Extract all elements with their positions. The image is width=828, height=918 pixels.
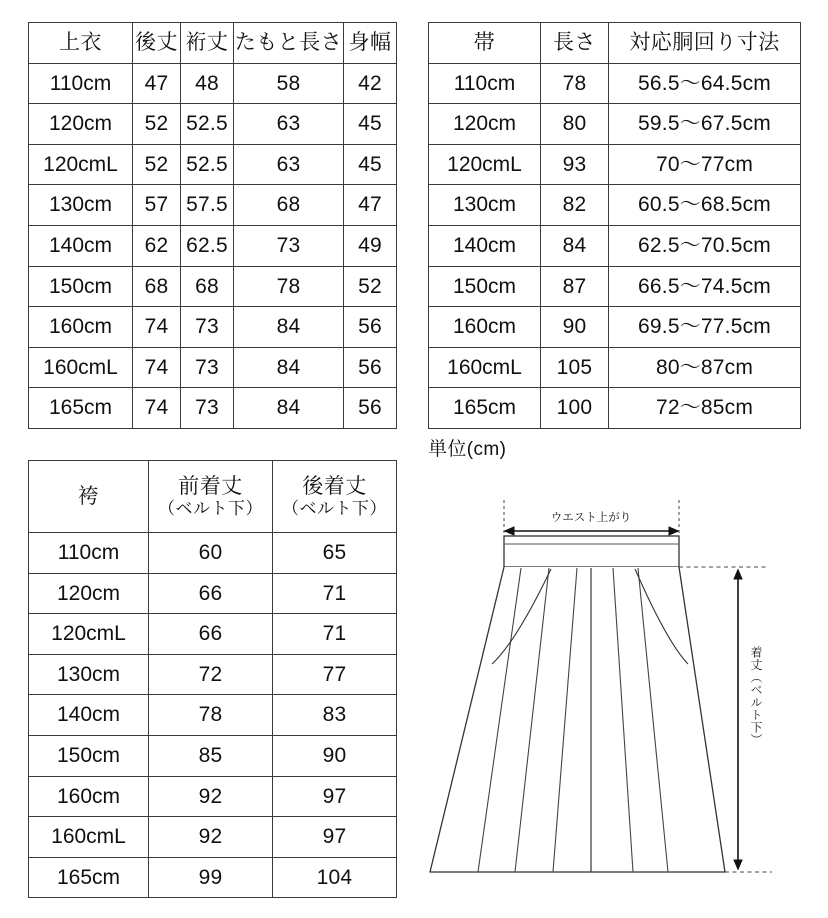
hakama-size-cell: 160cm (29, 776, 149, 817)
table-cell: 97 (273, 776, 397, 817)
table-cell: 63 (234, 104, 344, 145)
table-cell: 85 (149, 735, 273, 776)
table-row (29, 654, 397, 695)
table-cell: 70〜77cm (609, 144, 801, 185)
column-header-obi-size: 帯 (429, 23, 541, 64)
table-row (429, 388, 801, 429)
table-cell: 63 (234, 144, 344, 185)
hakama-body-outline (430, 567, 725, 872)
table-row (29, 614, 397, 655)
table-cell: 59.5〜67.5cm (609, 104, 801, 145)
column-header-back-length-line1: 後着丈 (302, 474, 367, 498)
table-cell: 78 (541, 63, 609, 104)
table-row (29, 735, 397, 776)
obi-size-cell: 160cmL (429, 347, 541, 388)
column-header-obi-length: 長さ (541, 23, 609, 64)
table-cell: 82 (541, 185, 609, 226)
table-cell: 47 (344, 185, 397, 226)
table-row (29, 388, 397, 429)
table-cell: 56.5〜64.5cm (609, 63, 801, 104)
table-cell: 68 (133, 266, 181, 307)
unit-note: 単位(cm) (428, 439, 507, 460)
obi-size-cell: 110cm (429, 63, 541, 104)
table-row (429, 104, 801, 145)
obi-size-cell: 150cm (429, 266, 541, 307)
table-cell: 99 (149, 857, 273, 898)
table-cell: 57 (133, 185, 181, 226)
hakama-table-head (29, 461, 397, 533)
obi-table-head (429, 23, 801, 64)
table-row (29, 573, 397, 614)
jacket-size-cell: 120cmL (29, 144, 133, 185)
column-header-back-length (273, 461, 397, 533)
table-cell: 60 (149, 533, 273, 574)
table-row (429, 225, 801, 266)
obi-size-table (428, 22, 801, 429)
table-row (29, 104, 397, 145)
table-row (29, 144, 397, 185)
table-cell: 72 (149, 654, 273, 695)
table-row (29, 347, 397, 388)
table-row (429, 63, 801, 104)
table-cell: 105 (541, 347, 609, 388)
table-header-row (29, 461, 397, 533)
table-cell: 97 (273, 817, 397, 858)
column-header-front-length-line1: 前着丈 (178, 474, 243, 498)
table-cell: 93 (541, 144, 609, 185)
waist-dimension-label: ウエスト上がり (550, 512, 632, 524)
hakama-size-cell: 165cm (29, 857, 149, 898)
table-cell: 100 (541, 388, 609, 429)
table-cell: 87 (541, 266, 609, 307)
table-row (429, 266, 801, 307)
jacket-size-cell: 160cmL (29, 347, 133, 388)
column-header-front-length (149, 461, 273, 533)
table-row (29, 225, 397, 266)
jacket-size-cell: 150cm (29, 266, 133, 307)
table-cell: 84 (234, 347, 344, 388)
table-cell: 60.5〜68.5cm (609, 185, 801, 226)
column-header-waist-range: 対応胴回り寸法 (609, 23, 801, 64)
hakama-size-table (28, 460, 397, 898)
column-header-jacket-size: 上衣 (29, 23, 133, 64)
column-header-back-length: 後丈 (133, 23, 181, 64)
column-header-back-length-line2: （ベルト下） (282, 499, 387, 519)
jacket-table-body (29, 63, 397, 428)
table-cell: 73 (181, 388, 234, 429)
table-cell: 77 (273, 654, 397, 695)
table-cell: 45 (344, 104, 397, 145)
table-header-row (29, 23, 397, 64)
table-row (429, 185, 801, 226)
hakama-size-cell: 110cm (29, 533, 149, 574)
jacket-size-cell: 120cm (29, 104, 133, 145)
table-cell: 80〜87cm (609, 347, 801, 388)
jacket-size-cell: 110cm (29, 63, 133, 104)
table-row (29, 307, 397, 348)
table-row (29, 817, 397, 858)
table-cell: 84 (234, 388, 344, 429)
hakama-table-body (29, 533, 397, 898)
table-cell: 92 (149, 776, 273, 817)
table-cell: 47 (133, 63, 181, 104)
table-cell: 73 (181, 307, 234, 348)
table-cell: 48 (181, 63, 234, 104)
obi-size-cell: 120cm (429, 104, 541, 145)
table-cell: 56 (344, 347, 397, 388)
table-cell: 42 (344, 63, 397, 104)
column-header-body-width: 身幅 (344, 23, 397, 64)
table-row (429, 144, 801, 185)
table-row (29, 776, 397, 817)
table-cell: 83 (273, 695, 397, 736)
table-cell: 45 (344, 144, 397, 185)
table-cell: 73 (234, 225, 344, 266)
table-cell: 92 (149, 817, 273, 858)
table-header-row (429, 23, 801, 64)
hakama-size-cell: 120cm (29, 573, 149, 614)
table-cell: 80 (541, 104, 609, 145)
table-cell: 68 (234, 185, 344, 226)
table-cell: 74 (133, 388, 181, 429)
hakama-size-cell: 130cm (29, 654, 149, 695)
table-cell: 57.5 (181, 185, 234, 226)
table-cell: 62 (133, 225, 181, 266)
table-row (29, 266, 397, 307)
table-cell: 66 (149, 573, 273, 614)
table-cell: 72〜85cm (609, 388, 801, 429)
obi-size-cell: 165cm (429, 388, 541, 429)
table-row (429, 307, 801, 348)
table-row (29, 695, 397, 736)
table-cell: 90 (541, 307, 609, 348)
column-header-sleeve-length: 裄丈 (181, 23, 234, 64)
table-cell: 74 (133, 347, 181, 388)
table-row (29, 533, 397, 574)
hakama-size-cell: 120cmL (29, 614, 149, 655)
column-header-hakama-size-line1: 袴 (77, 484, 100, 508)
table-cell: 84 (541, 225, 609, 266)
hakama-size-cell: 140cm (29, 695, 149, 736)
hakama-size-cell: 150cm (29, 735, 149, 776)
table-cell: 52.5 (181, 144, 234, 185)
hakama-size-cell: 160cmL (29, 817, 149, 858)
table-cell: 52 (133, 144, 181, 185)
jacket-size-cell: 160cm (29, 307, 133, 348)
table-cell: 52 (133, 104, 181, 145)
waistband-rect (504, 536, 679, 567)
jacket-size-cell: 140cm (29, 225, 133, 266)
obi-size-cell: 160cm (429, 307, 541, 348)
table-cell: 66 (149, 614, 273, 655)
table-cell: 84 (234, 307, 344, 348)
obi-size-cell: 130cm (429, 185, 541, 226)
table-cell: 49 (344, 225, 397, 266)
obi-table-body (429, 63, 801, 428)
length-dimension-label: 着丈（ベルト下） (749, 646, 763, 746)
jacket-table-head (29, 23, 397, 64)
jacket-size-cell: 130cm (29, 185, 133, 226)
table-cell: 62.5 (181, 225, 234, 266)
table-cell: 71 (273, 614, 397, 655)
table-cell: 104 (273, 857, 397, 898)
column-header-front-length-line2: （ベルト下） (158, 499, 263, 519)
table-cell: 71 (273, 573, 397, 614)
obi-size-cell: 120cmL (429, 144, 541, 185)
column-header-tamoto-length: たもと長さ (234, 23, 344, 64)
table-cell: 69.5〜77.5cm (609, 307, 801, 348)
jacket-size-table (28, 22, 397, 429)
table-row (429, 347, 801, 388)
table-cell: 56 (344, 388, 397, 429)
table-cell: 66.5〜74.5cm (609, 266, 801, 307)
table-cell: 56 (344, 307, 397, 348)
table-cell: 78 (234, 266, 344, 307)
column-header-hakama-size (29, 461, 149, 533)
table-row (29, 857, 397, 898)
table-cell: 68 (181, 266, 234, 307)
table-row (29, 63, 397, 104)
table-cell: 52.5 (181, 104, 234, 145)
table-cell: 62.5〜70.5cm (609, 225, 801, 266)
table-cell: 78 (149, 695, 273, 736)
table-cell: 73 (181, 347, 234, 388)
table-cell: 90 (273, 735, 397, 776)
table-row (29, 185, 397, 226)
table-cell: 74 (133, 307, 181, 348)
table-cell: 52 (344, 266, 397, 307)
table-cell: 58 (234, 63, 344, 104)
obi-size-cell: 140cm (429, 225, 541, 266)
table-cell: 65 (273, 533, 397, 574)
jacket-size-cell: 165cm (29, 388, 133, 429)
